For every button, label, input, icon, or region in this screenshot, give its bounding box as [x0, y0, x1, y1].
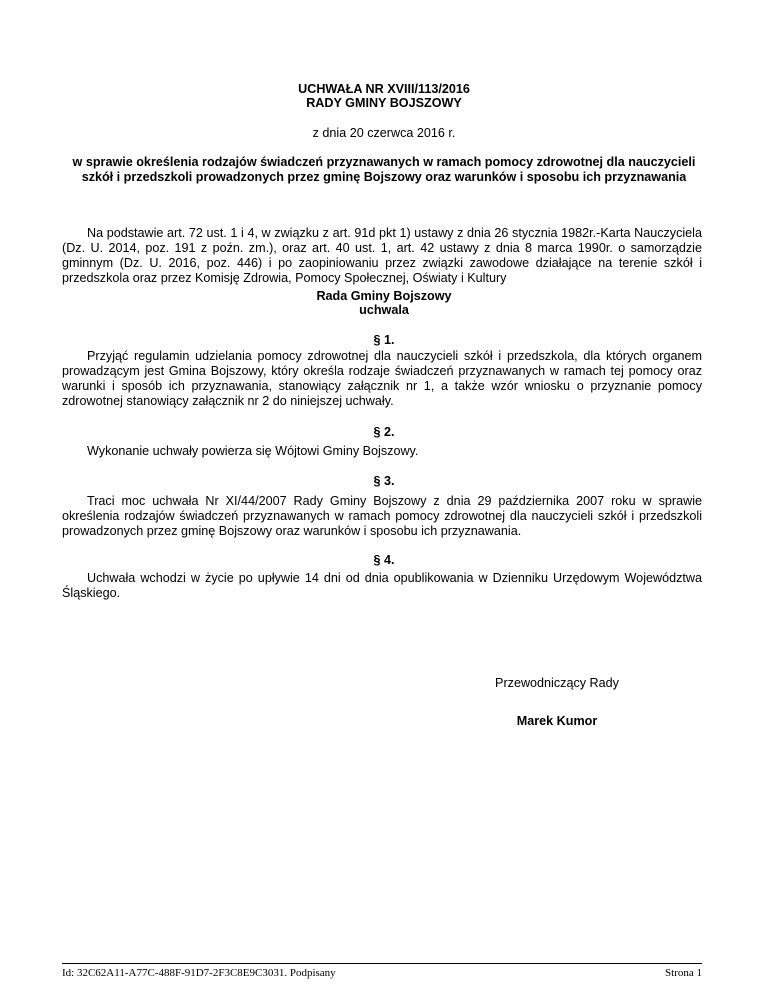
footer-divider — [62, 963, 702, 964]
section-1-text: Przyjąć regulamin udzielania pomocy zdrowotnej dla nauczycieli szkół i przedszkola, dla których organem prowadzącym jest Gmina Bojszowy, który określa rodzaje świadczeń przyznawanych w ramach tej pomocy oraz warunki i sposób ich przyznawania, stanowiący załącznik nr 1, a także wzór wniosku o przyznanie pomocy zdrowotnej stanowiący załącznik nr 2 do niniejszej uchwały. — [62, 349, 702, 408]
resolution-date: z dnia 20 czerwca 2016 r. — [312, 126, 456, 140]
section-3-text: Traci moc uchwała Nr XI/44/2007 Rady Gminy Bojszowy z dnia 29 października 2007 roku w sprawie określenia rodzajów świadczeń przyznawanych w ramach pomocy zdrowotnej dla nauczycieli szkół i przedszkoli prowadzonych przez gminę Bojszowy oraz warunków i sposobu ich przyznawania. — [62, 494, 702, 538]
resolves-verb: uchwala — [359, 303, 409, 317]
footer-page-number: Strona 1 — [665, 967, 702, 979]
signature-role: Przewodniczący Rady — [495, 676, 619, 690]
section-1-label: § 1. — [373, 333, 395, 347]
section-2-label: § 2. — [373, 425, 395, 439]
resolution-subject: w sprawie określenia rodzajów świadczeń przyznawanych w ramach pomocy zdrowotnej dla nauczycieli szkół i przedszkoli prowadzonych przez gminę Bojszowy oraz warunków i sposobu ich przyznawania — [72, 155, 696, 184]
legal-basis: Na podstawie art. 72 ust. 1 i 4, w związku z art. 91d pkt 1) ustawy z dnia 26 stycznia 1982r.-Karta Nauczyciela (Dz. U. 2014, poz. 191 z poźn. zm.), oraz art. 40 ust. 1, art. 42 ustawy z dnia 8 marca 1990r. o samorządzie gminnym (Dz. U. 2016, poz. 446) i po zaopiniowaniu przez związki zawodowe działające na terenie szkół i przedszkola oraz przez Komisję Zdrowia, Pomocy Społecznej, Oświaty i Kultury — [62, 226, 702, 285]
section-3-label: § 3. — [373, 474, 395, 488]
section-2-text: Wykonanie uchwały powierza się Wójtowi Gminy Bojszowy. — [87, 444, 419, 458]
section-4-text: Uchwała wchodzi w życie po upływie 14 dni od dnia opublikowania w Dzienniku Urzędowym Województwa Śląskiego. — [62, 571, 702, 600]
signature-name: Marek Kumor — [516, 714, 598, 728]
footer-document-id: Id: 32C62A11-A77C-488F-91D7-2F3C8E9C3031. Podpisany — [62, 967, 336, 979]
resolution-number: UCHWAŁA NR XVIII/113/2016 — [298, 82, 470, 96]
resolves-council: Rada Gminy Bojszowy — [316, 289, 452, 303]
section-4-label: § 4. — [373, 553, 395, 567]
council-name: RADY GMINY BOJSZOWY — [306, 96, 462, 110]
